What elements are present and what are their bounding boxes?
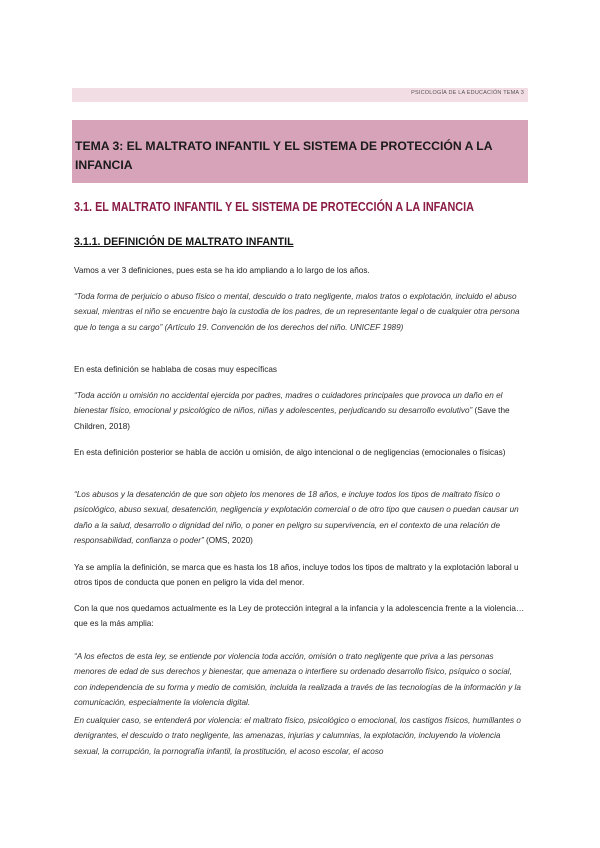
quote-save-the-children: [74, 388, 526, 434]
chapter-title: TEMA 3: EL MALTRATO INFANTIL Y EL SISTEMA DE PROTECCIÓN A LA INFANCIA: [75, 139, 493, 172]
comment-paragraph-2: En esta definición posterior se habla de acción u omisión, de algo intencional o de negligencias (emocionales o físicas): [74, 448, 506, 457]
quote-oms: [74, 487, 526, 549]
subsection-heading: 3.1.1. DEFINICIÓN DE MALTRATO INFANTIL: [74, 236, 294, 248]
chapter-title-box: [72, 120, 528, 183]
comment-paragraph-1: En esta definición se hablaba de cosas muy específicas: [74, 365, 277, 374]
quote-save-the-children-text: “Toda acción u omisión no accidental ejercida por padres, madres o cuidadores principales que provoca un daño en el bienestar físico, emocional y psicológico de niños, niñas y adolescentes, perjudicando su desarrollo evolutivo”: [74, 391, 503, 416]
quote-oms-cite: (OMS, 2020): [203, 536, 253, 546]
page-header-band: [72, 88, 528, 102]
quote-oms-text: “Los abusos y la desatención de que son objeto los menores de 18 años, e incluye todos los tipos de maltrato físico o psicológico, abuso sexual, desatención, negligencia y explotación comercial o de otro tipo que causen o puedan causar un daño a la salud, desarrollo o dignidad del niño, o poner en peligro su supervivencia, en el contexto de una relación de responsabilidad, confianza o poder”: [74, 490, 519, 546]
quote-save-the-children-cite: (Save the Children, 2018): [74, 406, 510, 431]
page-header-text: PSICOLOGÍA DE LA EDUCACIÓN TEMA 3: [411, 90, 524, 96]
intro-paragraph: Vamos a ver 3 definiciones, pues esta se ha ido ampliando a lo largo de los años.: [74, 266, 370, 275]
section-heading: 3.1. EL MALTRATO INFANTIL Y EL SISTEMA DE PROTECCIÓN A LA INFANCIA: [74, 200, 474, 214]
quote-unicef: “Toda forma de perjuicio o abuso físico o mental, descuido o trato negligente, malos tratos o explotación, incluido el abuso sexual, mientras el niño se encuentre bajo la custodia de los padres, de un representante legal o de cualquier otra persona que lo tenga a su cargo” (Artículo 19. Convención de los derechos del niño. UNICEF 1989): [74, 292, 520, 332]
quote-ley-proteccion: “A los efectos de esta ley, se entiende por violencia toda acción, omisión o trato negligente que priva a las personas menores de edad de sus derechos y bienestar, que amenaza o interfiere su ordenado desarrollo físico, psíquico o social, con independencia de su forma y medio de comisión, incluida la realizada a través de las tecnologías de la información y la comunicación, especialmente la violencia digital.: [74, 652, 521, 708]
quote-ley-continuacion: En cualquier caso, se entenderá por violencia: el maltrato físico, psicológico o emocional, los castigos físicos, humillantes o denigrantes, el descuido o trato negligente, las amenazas, injurias y calumnias, la explotación, incluyendo la violencia sexual, la corrupción, la pornografía infantil, la prostitución, el acoso escolar, el acoso: [74, 716, 521, 756]
comment-paragraph-4: Con la que nos quedamos actualmente es la Ley de protección integral a la infancia y la adolescencia frente a la violencia… que es la más amplia:: [74, 604, 525, 629]
comment-paragraph-3: Ya se amplía la definición, se marca que es hasta los 18 años, incluye todos los tipos de maltrato y la explotación laboral u otros tipos de conducta que ponen en peligro la vida del menor.: [74, 563, 519, 588]
